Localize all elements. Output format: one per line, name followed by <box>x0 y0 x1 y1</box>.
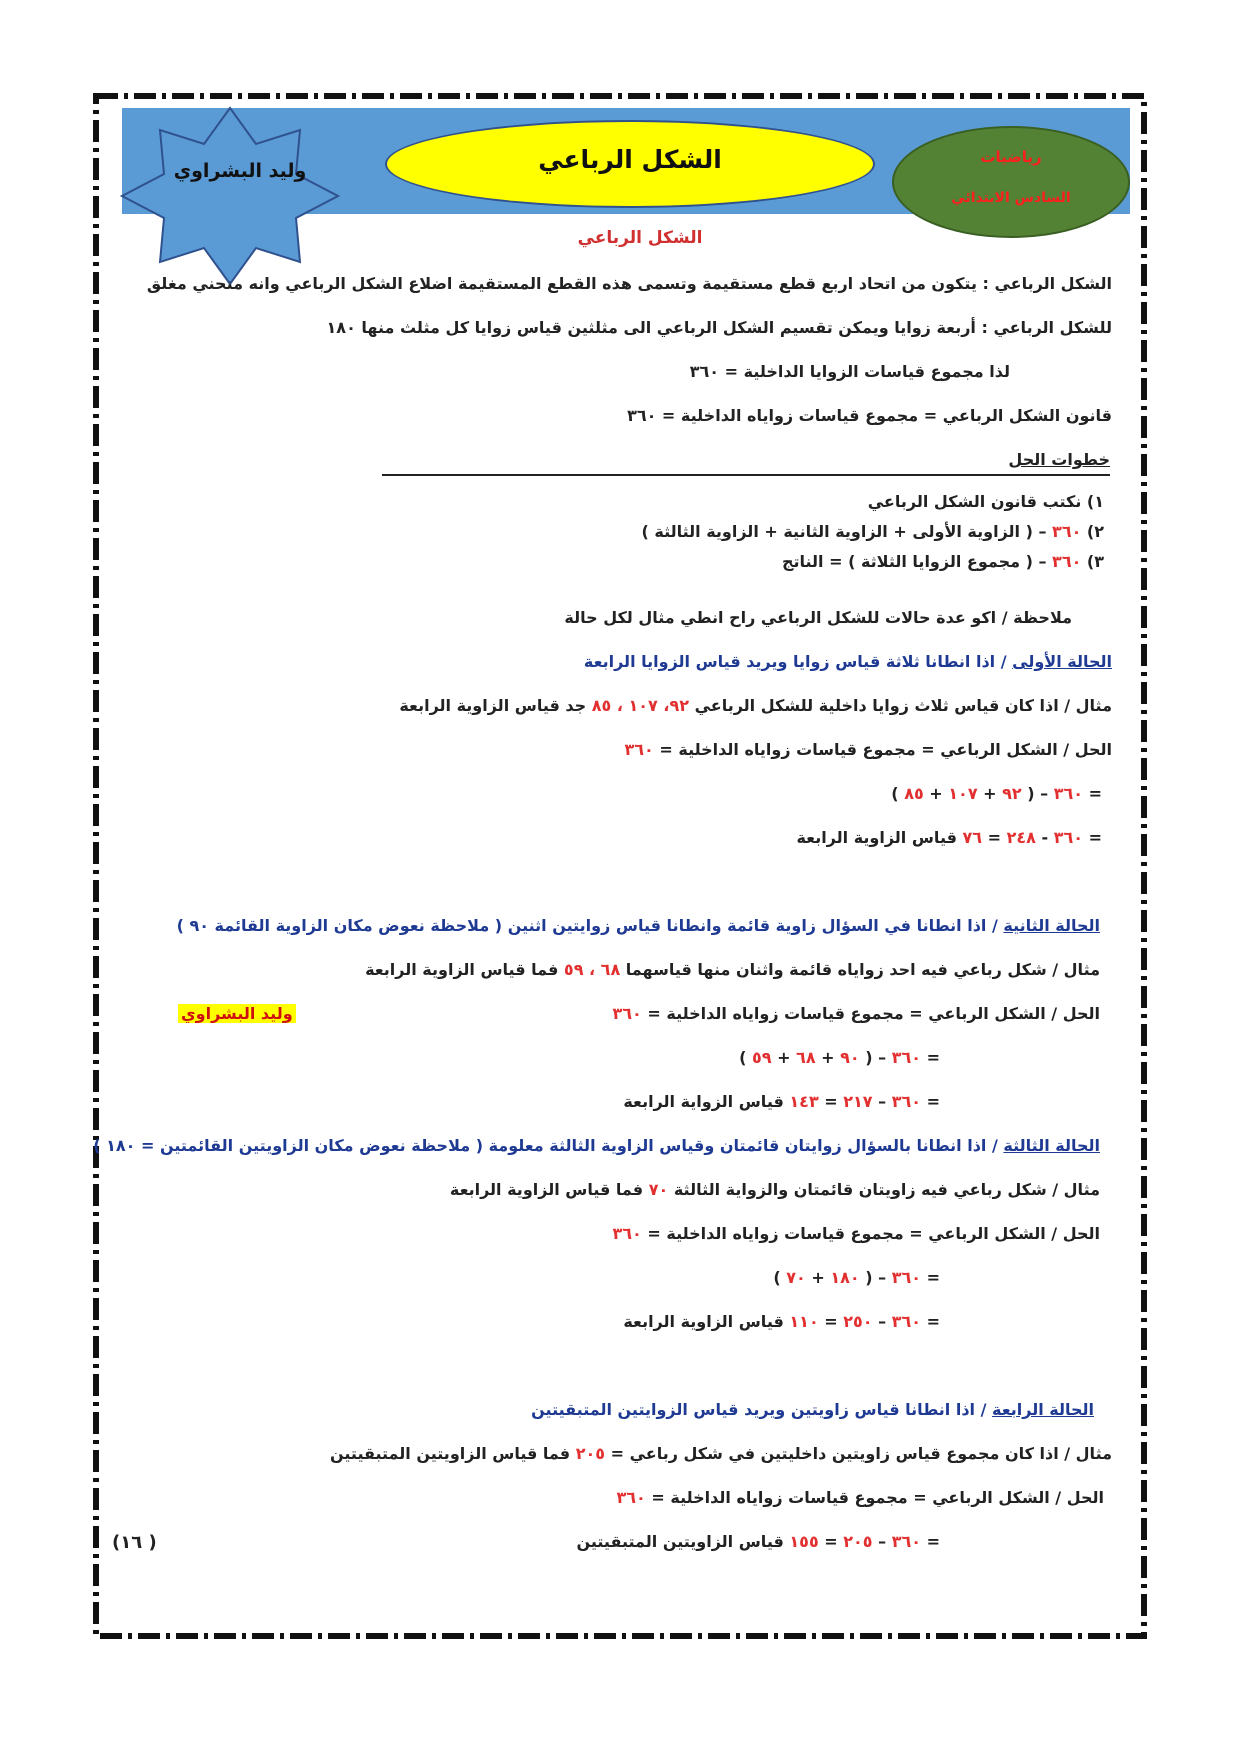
step-2 <box>641 522 1104 541</box>
step-3-value: ٣٦٠ <box>1052 552 1082 571</box>
case-3-equation-2 <box>623 1312 940 1331</box>
case-3-desc: / اذا انطانا بالسؤال زوايتان قائمتان وقياس الزاوية الثالثة معلومة <box>488 1136 998 1155</box>
eq-symbol: = <box>926 1312 940 1331</box>
case-4-label: الحالة الرابعة <box>992 1400 1094 1419</box>
eq-symbol: = <box>1088 784 1102 803</box>
case-2-solution <box>613 1004 1100 1023</box>
eq-symbol: + <box>811 1268 825 1287</box>
case-3-example-text: مثال / شكل رباعي فيه زاويتان قائمتان والزواية الثالثة <box>673 1180 1100 1199</box>
eq-value: ٦٨ <box>796 1048 816 1067</box>
grade-ellipse <box>892 126 1130 238</box>
case-1-example <box>399 696 1112 715</box>
eq-value: ٣٦٠ <box>891 1268 922 1287</box>
case-4-desc: / اذا انطانا قياس زاويتين ويريد قياس الزوايتين المتبقيتين <box>531 1400 987 1419</box>
eq-value: ٢٤٨ <box>1006 828 1036 847</box>
eq-value: ٢١٧ <box>843 1092 873 1111</box>
eq-symbol: = <box>987 828 1002 847</box>
case-2-solution-text: الحل / الشكل الرباعي = مجموع قياسات زواياه الداخلية = <box>647 1004 1100 1023</box>
case-1-solution <box>625 740 1112 759</box>
case-1-solution-value: ٣٦٠ <box>624 740 654 759</box>
case-4-example-question: فما قياس الزاويتين المتبقيتين <box>329 1444 571 1463</box>
case-1-equation-1 <box>891 784 1102 803</box>
case-4-solution-value: ٣٦٠ <box>616 1488 646 1507</box>
grade-label: السادس الابتدائي <box>951 190 1071 206</box>
author-name: وليد البشراوي <box>173 160 307 182</box>
case-3-note: ( ملاحظة نعوض مكان الزاويتين القائمتين = ١٨٠ ) <box>93 1136 484 1155</box>
eq-symbol: = <box>926 1092 940 1111</box>
case-1-label: الحالة الأولى <box>1012 652 1112 671</box>
eq-symbol: ) <box>773 1268 781 1287</box>
eq-value: ٢٠٥ <box>843 1532 873 1551</box>
case-3-solution <box>613 1224 1100 1243</box>
eq-value: ٣٦٠ <box>1053 828 1084 847</box>
eq-symbol: = <box>824 1312 838 1331</box>
case-2-heading <box>177 916 1100 935</box>
eq-value: ١٠٧ <box>948 784 978 803</box>
quadrilateral-law: قانون الشكل الرباعي = مجموع قياسات زواياه الداخلية = ٣٦٠ <box>627 406 1112 425</box>
eq-symbol: – ( <box>1027 784 1049 803</box>
section-subtitle: الشكل الرباعي <box>577 228 703 248</box>
eq-symbol: = <box>926 1268 940 1287</box>
case-2-example-text: مثال / شكل رباعي فيه احد زواياه قائمة واثنان منها قياسهما <box>625 960 1100 979</box>
eq-symbol: – <box>878 1092 887 1111</box>
definition-line-1: الشكل الرباعي : يتكون من اتحاد اربع قطع مستقيمة وتسمى هذه القطع المستقيمة اضلاع الشكل الرباعي وانه منحني مغلق <box>146 274 1112 293</box>
eq-symbol: = <box>926 1532 940 1551</box>
step-3-num: ٣) <box>1086 552 1104 571</box>
author-highlight <box>178 1004 296 1023</box>
case-1-example-values: ٩٢، ١٠٧ ، ٨٥ <box>591 696 689 715</box>
eq-symbol: - <box>1041 828 1049 847</box>
eq-result-label: قياس الزاويتين المتبقيتين <box>576 1532 784 1551</box>
step-1 <box>868 492 1104 511</box>
case-4-example-text: مثال / اذا كان مجموع قياس زاويتين داخليتين في شكل رباعي = <box>610 1444 1112 1463</box>
step-1-num: ١) <box>1086 492 1104 511</box>
eq-result-label: قياس الزواية الرابعة <box>623 1092 784 1111</box>
step-2-text: – ( الزاوية الأولى + الزاوية الثانية + الزاوية الثالثة ) <box>641 522 1047 541</box>
case-2-example-question: فما قياس الزاوية الرابعة <box>365 960 559 979</box>
cases-note: ملاحظة / اكو عدة حالات للشكل الرباعي راح انطي مثال لكل حالة <box>564 608 1072 627</box>
case-2-solution-value: ٣٦٠ <box>612 1004 642 1023</box>
case-2-desc: / اذا انطانا في السؤال زاوية قائمة وانطانا قياس زوايتين اثنين <box>507 916 998 935</box>
eq-symbol: = <box>824 1092 838 1111</box>
page-number: ( ١٦) <box>112 1532 157 1553</box>
eq-value: ٧٦ <box>962 828 983 847</box>
case-4-example-values: ٢٠٥ <box>575 1444 606 1463</box>
case-2-note: ( ملاحظة نعوض مكان الزاوية القائمة ٩٠ ) <box>176 916 503 935</box>
case-3-example-question: فما قياس الزاوية الرابعة <box>449 1180 644 1199</box>
eq-value: ٣٦٠ <box>891 1312 922 1331</box>
eq-symbol: ) <box>739 1048 747 1067</box>
step-3 <box>782 552 1104 571</box>
case-1-example-question: جد قياس الزاوية الرابعة <box>399 696 587 715</box>
eq-symbol: = <box>1088 828 1102 847</box>
case-4-equation <box>576 1532 940 1551</box>
step-2-value: ٣٦٠ <box>1052 522 1082 541</box>
case-1-desc: / اذا انطانا ثلاثة قياس زوايا ويريد قياس الزوايا الرابعة <box>583 652 1007 671</box>
eq-symbol: ) <box>891 784 899 803</box>
case-1-solution-text: الحل / الشكل الرباعي = مجموع قياسات زواياه الداخلية = <box>659 740 1112 759</box>
case-2-example <box>365 960 1100 979</box>
eq-value: ٣٦٠ <box>1053 784 1084 803</box>
case-3-solution-text: الحل / الشكل الرباعي = مجموع قياسات زواياه الداخلية = <box>647 1224 1100 1243</box>
eq-value: ١١٠ <box>789 1312 819 1331</box>
eq-value: ٧٠ <box>786 1268 806 1287</box>
case-2-label: الحالة الثانية <box>1003 916 1100 935</box>
definition-line-2: للشكل الرباعي : أربعة زوايا ويمكن تقسيم الشكل الرباعي الى مثلثين قياس زوايا كل مثلث منها ١٨٠ <box>326 318 1112 337</box>
eq-value: ٩٠ <box>840 1048 860 1067</box>
eq-value: ١٥٥ <box>789 1532 819 1551</box>
step-2-num: ٢) <box>1086 522 1104 541</box>
author-highlight-text: وليد البشراوي <box>178 1004 296 1023</box>
case-3-example <box>450 1180 1100 1199</box>
case-4-example <box>330 1444 1112 1463</box>
eq-symbol: – ( <box>865 1048 887 1067</box>
eq-symbol: – <box>878 1312 887 1331</box>
case-4-solution <box>617 1488 1104 1507</box>
eq-symbol: – <box>878 1532 887 1551</box>
subject-label: رياضيات <box>980 148 1042 166</box>
case-1-equation-2 <box>796 828 1102 847</box>
eq-value: ٨٥ <box>904 784 924 803</box>
eq-symbol: = <box>926 1048 940 1067</box>
case-3-equation-1 <box>773 1268 940 1287</box>
case-1-example-text: مثال / اذا كان قياس ثلاث زوايا داخلية للشكل الرباعي <box>694 696 1112 715</box>
eq-symbol: = <box>824 1532 838 1551</box>
case-3-heading <box>93 1136 1100 1155</box>
eq-symbol: + <box>929 784 943 803</box>
eq-symbol: – ( <box>865 1268 887 1287</box>
divider-line <box>382 474 1110 476</box>
eq-value: ١٨٠ <box>830 1268 860 1287</box>
step-1-text: نكتب قانون الشكل الرباعي <box>867 492 1082 511</box>
eq-symbol: + <box>777 1048 791 1067</box>
case-4-heading <box>531 1400 1094 1419</box>
definition-line-3: لذا مجموع قياسات الزوايا الداخلية = ٣٦٠ <box>689 362 1010 381</box>
eq-result-label: قياس الزاوية الرابعة <box>796 828 957 847</box>
steps-heading: خطوات الحل <box>1008 450 1110 469</box>
eq-value: ٩٢ <box>1002 784 1022 803</box>
step-3-text: – ( مجموع الزوايا الثلاثة ) = الناتج <box>781 552 1047 571</box>
eq-symbol: + <box>821 1048 835 1067</box>
eq-value: ٥٩ <box>751 1048 772 1067</box>
eq-value: ٣٦٠ <box>891 1048 922 1067</box>
eq-value: ١٤٣ <box>789 1092 819 1111</box>
case-3-label: الحالة الثالثة <box>1003 1136 1100 1155</box>
case-3-solution-value: ٣٦٠ <box>612 1224 642 1243</box>
eq-symbol: + <box>983 784 997 803</box>
eq-value: ٣٦٠ <box>891 1532 922 1551</box>
case-1-heading <box>584 652 1112 671</box>
case-3-example-values: ٧٠ <box>648 1180 669 1199</box>
eq-value: ٢٥٠ <box>843 1312 873 1331</box>
page-title: الشكل الرباعي <box>538 145 722 174</box>
case-2-equation-1 <box>739 1048 940 1067</box>
case-2-example-values: ٦٨ ، ٥٩ <box>563 960 621 979</box>
case-4-solution-text: الحل / الشكل الرباعي = مجموع قياسات زواياه الداخلية = <box>651 1488 1104 1507</box>
author-star-badge <box>120 106 340 286</box>
eq-result-label: قياس الزاوية الرابعة <box>623 1312 784 1331</box>
case-2-equation-2 <box>623 1092 940 1111</box>
eq-value: ٣٦٠ <box>891 1092 922 1111</box>
